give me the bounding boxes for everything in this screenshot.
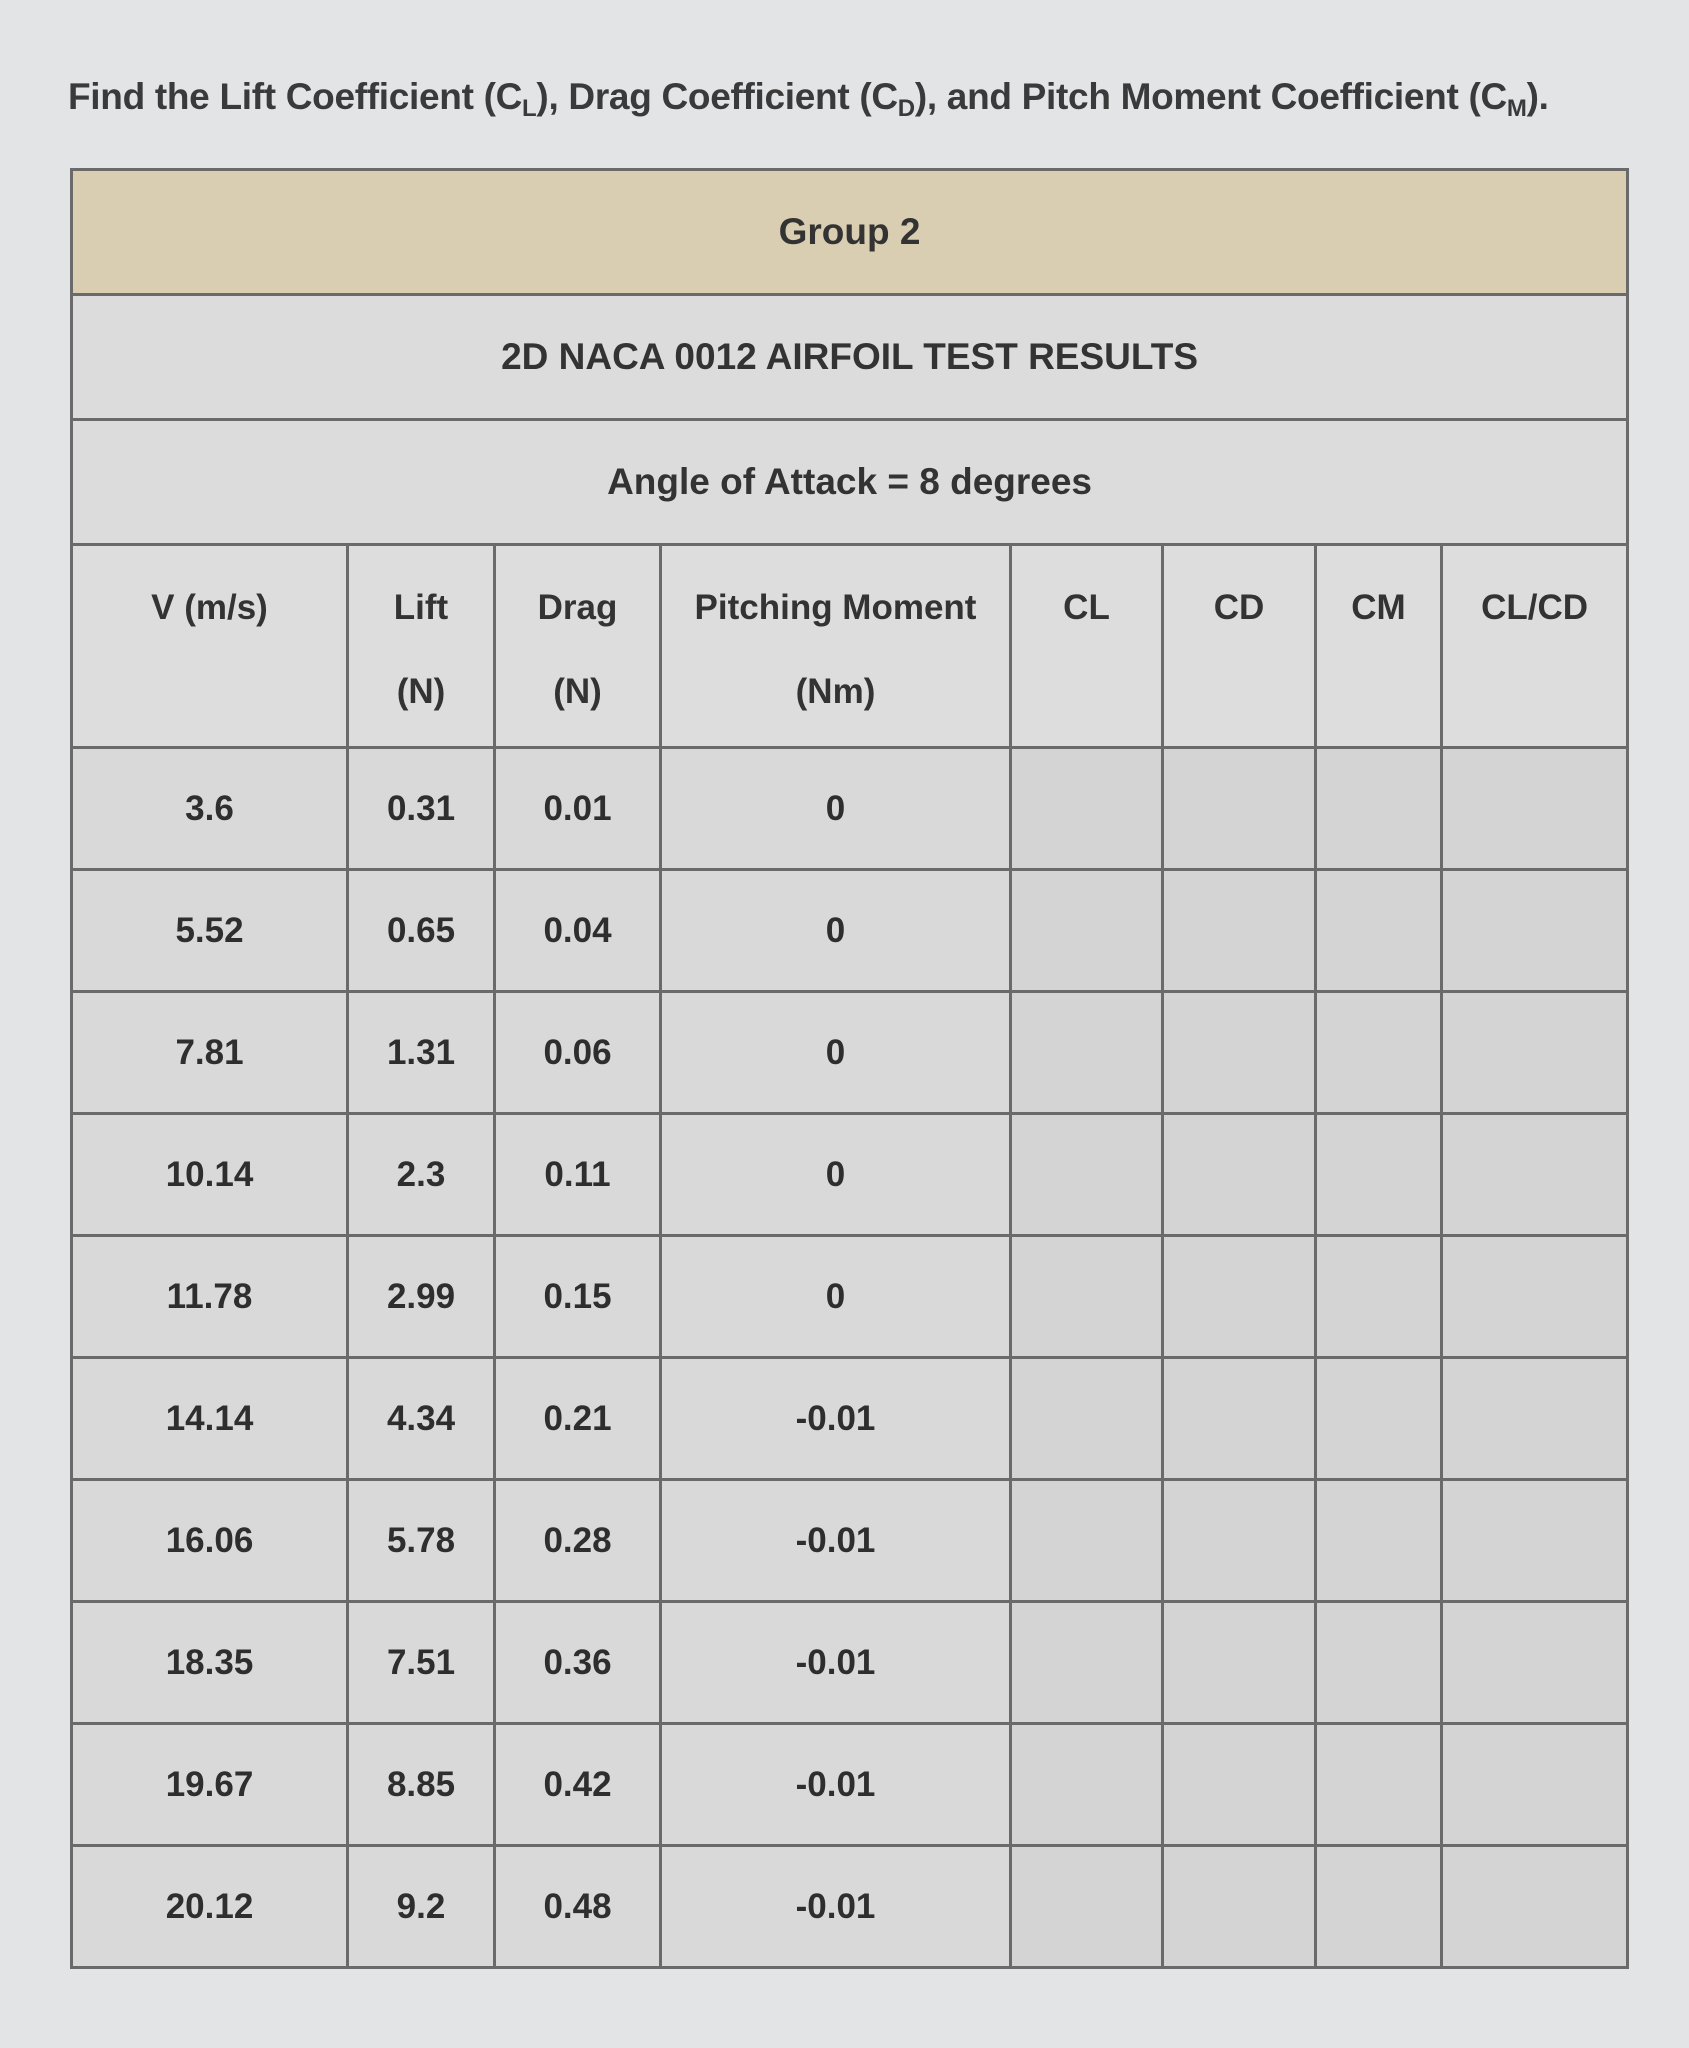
header-drag-label: Drag [537,588,618,627]
table-title: 2D NACA 0012 AIRFOIL TEST RESULTS [72,295,1628,420]
moment-cell: 0 [661,1114,1011,1236]
cl-cell[interactable] [1011,870,1163,992]
cl-cell[interactable] [1011,1602,1163,1724]
question-text: Find the Lift Coefficient (CL), Drag Coefficient (CD), and Pitch Moment Coefficient (CM). [68,76,1549,122]
cd-cell[interactable] [1163,1358,1316,1480]
header-velocity [72,545,348,748]
header-cd [1163,545,1316,748]
cm-cell[interactable] [1316,748,1442,870]
header-cl-label: CL [1063,588,1110,627]
header-lift [348,545,495,748]
header-cl [1011,545,1163,748]
moment-cell: -0.01 [661,1724,1011,1846]
data-rows [72,748,1628,1968]
velocity-cell: 20.12 [72,1846,348,1968]
cm-cell[interactable] [1316,1358,1442,1480]
cl-cell[interactable] [1011,748,1163,870]
cl-cd-cell[interactable] [1442,1114,1628,1236]
header-cm [1316,545,1442,748]
cd-cell[interactable] [1163,1114,1316,1236]
header-cd-label: CD [1213,588,1265,627]
cl-cd-cell[interactable] [1442,992,1628,1114]
header-lift-label: Lift [393,588,449,627]
cl-cd-cell[interactable] [1442,1846,1628,1968]
cd-cell[interactable] [1163,748,1316,870]
lift-cell: 1.31 [348,992,495,1114]
velocity-cell: 3.6 [72,748,348,870]
cm-cell[interactable] [1316,870,1442,992]
moment-cell: -0.01 [661,1846,1011,1968]
table-row [72,748,1628,870]
moment-cell: -0.01 [661,1480,1011,1602]
cl-cd-cell[interactable] [1442,1358,1628,1480]
header-row [72,545,1628,748]
drag-cell: 0.36 [495,1602,661,1724]
header-cl-cd-label: CL/CD [1481,588,1589,627]
table-row [72,870,1628,992]
cl-cell[interactable] [1011,1480,1163,1602]
table-row [72,1236,1628,1358]
drag-cell: 0.04 [495,870,661,992]
drag-cell: 0.21 [495,1358,661,1480]
cl-cd-cell[interactable] [1442,1236,1628,1358]
moment-cell: -0.01 [661,1602,1011,1724]
results-sheet [70,168,1626,1956]
velocity-cell: 18.35 [72,1602,348,1724]
cm-cell[interactable] [1316,1480,1442,1602]
cd-cell[interactable] [1163,1236,1316,1358]
cm-cell[interactable] [1316,992,1442,1114]
lift-cell: 8.85 [348,1724,495,1846]
header-cl-cd [1442,545,1628,748]
drag-cell: 0.42 [495,1724,661,1846]
cm-cell[interactable] [1316,1724,1442,1846]
header-velocity-label: V (m/s) [151,588,268,627]
cd-cell[interactable] [1163,1602,1316,1724]
cl-cell[interactable] [1011,1114,1163,1236]
moment-cell: 0 [661,870,1011,992]
drag-cell: 0.48 [495,1846,661,1968]
header-lift-unit: (N) [396,672,446,711]
cd-cell[interactable] [1163,1480,1316,1602]
cl-cd-cell[interactable] [1442,1480,1628,1602]
header-drag [495,545,661,748]
moment-cell: 0 [661,748,1011,870]
table-row [72,1114,1628,1236]
cm-cell[interactable] [1316,1602,1442,1724]
velocity-cell: 14.14 [72,1358,348,1480]
cl-cell[interactable] [1011,1236,1163,1358]
moment-cell: 0 [661,992,1011,1114]
results-table [70,168,1629,1969]
drag-cell: 0.06 [495,992,661,1114]
cl-cd-cell[interactable] [1442,1724,1628,1846]
cl-cell[interactable] [1011,992,1163,1114]
cl-cd-cell[interactable] [1442,870,1628,992]
lift-cell: 2.99 [348,1236,495,1358]
drag-cell: 0.01 [495,748,661,870]
cl-cell[interactable] [1011,1846,1163,1968]
velocity-cell: 10.14 [72,1114,348,1236]
cl-cd-cell[interactable] [1442,748,1628,870]
table-row [72,1480,1628,1602]
header-pitching-moment [661,545,1011,748]
header-cm-label: CM [1351,588,1406,627]
cd-cell[interactable] [1163,1846,1316,1968]
cm-cell[interactable] [1316,1236,1442,1358]
lift-cell: 0.65 [348,870,495,992]
cm-cell[interactable] [1316,1114,1442,1236]
velocity-cell: 7.81 [72,992,348,1114]
group-label: Group 2 [72,170,1628,295]
lift-cell: 2.3 [348,1114,495,1236]
angle-of-attack: Angle of Attack = 8 degrees [72,420,1628,545]
velocity-cell: 5.52 [72,870,348,992]
cl-cd-cell[interactable] [1442,1602,1628,1724]
lift-cell: 5.78 [348,1480,495,1602]
table-row [72,1724,1628,1846]
velocity-cell: 11.78 [72,1236,348,1358]
table-row [72,1846,1628,1968]
velocity-cell: 16.06 [72,1480,348,1602]
lift-cell: 9.2 [348,1846,495,1968]
table-row [72,1602,1628,1724]
header-pitching-moment-unit: (Nm) [795,672,876,711]
velocity-cell: 19.67 [72,1724,348,1846]
cd-cell[interactable] [1163,1724,1316,1846]
header-pitching-moment-label: Pitching Moment [694,588,977,627]
lift-cell: 4.34 [348,1358,495,1480]
moment-cell: 0 [661,1236,1011,1358]
lift-cell: 7.51 [348,1602,495,1724]
table-row [72,1358,1628,1480]
drag-cell: 0.28 [495,1480,661,1602]
cm-cell[interactable] [1316,1846,1442,1968]
drag-cell: 0.15 [495,1236,661,1358]
cl-cell[interactable] [1011,1358,1163,1480]
table-row [72,992,1628,1114]
header-drag-unit: (N) [553,672,602,711]
cl-cell[interactable] [1011,1724,1163,1846]
lift-cell: 0.31 [348,748,495,870]
cd-cell[interactable] [1163,870,1316,992]
drag-cell: 0.11 [495,1114,661,1236]
moment-cell: -0.01 [661,1358,1011,1480]
cd-cell[interactable] [1163,992,1316,1114]
